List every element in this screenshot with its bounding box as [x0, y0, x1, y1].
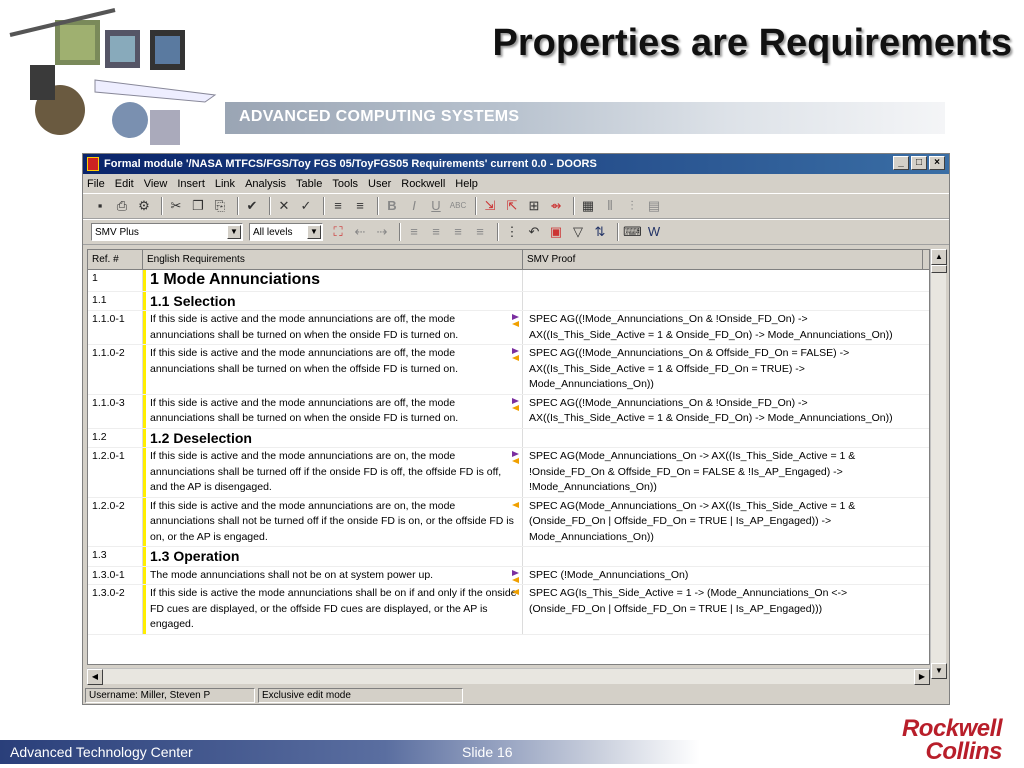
maximize-button[interactable]: □ [911, 156, 927, 170]
scroll-left-icon[interactable]: ◀ [87, 669, 103, 685]
promote-icon[interactable]: ⇠ [354, 224, 366, 239]
horizontal-scrollbar[interactable] [87, 668, 930, 684]
requirements-grid [87, 249, 930, 665]
row-requirement: If this side is active and the mode annunciations are on, the mode annunciations shall be turned off if the onside FD is off, the offside FD is off, and the AP is disengaged. [150, 450, 502, 493]
row-ref: 1 [88, 270, 143, 291]
link-indicator-icon[interactable] [512, 570, 520, 580]
row-proof: SPEC AG(Is_This_Side_Active = 1 -> (Mode_Annunciations_On <-> (Onside_FD_On | Offside_FD_On = TRUE | Is_AP_Engaged))) [529, 587, 848, 615]
reject-icon[interactable]: ✕ [278, 198, 290, 213]
link-indicator-icon[interactable] [512, 314, 520, 324]
print-icon[interactable]: ⎙ [116, 198, 128, 213]
copy-icon[interactable]: ❐ [192, 198, 204, 213]
table-row[interactable] [88, 498, 929, 548]
links-icon[interactable]: ↶ [528, 224, 540, 239]
row-requirement: The mode annunciations shall not be on at system power up. [150, 568, 434, 581]
menu-file[interactable]: File [87, 177, 105, 190]
row-proof [523, 270, 923, 291]
compress-icon[interactable]: ▣ [549, 224, 563, 239]
paste-icon[interactable]: ⎘ [214, 198, 226, 213]
column-header-smv[interactable]: SMV Proof [523, 250, 923, 269]
menu-tools[interactable]: Tools [332, 177, 359, 190]
menu-bar [83, 174, 949, 193]
view-toolbar [83, 219, 949, 245]
column-header-english[interactable]: English Requirements [143, 250, 523, 269]
scroll-down-icon[interactable]: ▼ [931, 663, 947, 679]
row-heading: 1 Mode Annunciations [143, 270, 523, 291]
sort-icon[interactable]: ⇅ [594, 224, 606, 239]
insert-column-icon[interactable]: ⫴ [607, 198, 613, 213]
table-row[interactable] [88, 585, 929, 635]
word-export-icon[interactable]: W [647, 224, 661, 239]
menu-table[interactable]: Table [296, 177, 323, 190]
doors-app-icon [87, 157, 99, 171]
row-ref: 1.1 [88, 292, 143, 311]
insert-above-icon[interactable]: ≡ [334, 198, 342, 213]
row-ref: 1.1.0-1 [88, 311, 143, 344]
row-proof: SPEC AG((!Mode_Annunciations_On & !Onside_FD_On) -> AX((Is_This_Side_Active = 1 & Onside_FD_On) -> Mode_Annunciations_On)) [529, 396, 893, 424]
save-icon[interactable]: ▪ [97, 198, 103, 213]
properties-icon[interactable]: ⚙ [138, 198, 150, 213]
chevron-down-icon[interactable]: ▼ [227, 225, 241, 239]
table-row[interactable] [88, 448, 929, 498]
row-proof: SPEC AG((!Mode_Annunciations_On & Offside_FD_On = FALSE) -> AX((Is_This_Side_Active = 1 & Offside_FD_On = TRUE) -> Mode_Annunciations_On)) [529, 347, 850, 390]
row-ref: 1.2.0-1 [88, 448, 143, 497]
outline-icon[interactable]: ⋮ [505, 224, 519, 239]
table-row[interactable] [88, 395, 929, 429]
window-titlebar[interactable] [83, 154, 949, 174]
menu-user[interactable]: User [368, 177, 392, 190]
align-left-icon[interactable]: ≡ [410, 224, 418, 239]
row-proof [523, 547, 923, 566]
link-start-icon[interactable]: ⇲ [484, 198, 496, 213]
row-proof: SPEC AG(Mode_Annunciations_On -> AX((Is_This_Side_Active = 1 & (Onside_FD_On | Offside_FD_On = TRUE | Is_AP_Engaged)) -> Mode_Annunciations_On)) [529, 499, 856, 543]
header-image-collage [0, 0, 220, 150]
row-requirement: If this side is active and the mode annunciations are on, the mode annunciations shall not be turned off if the onside FD is on, or the offside FD is on, or the AP is engaged. [150, 499, 514, 543]
row-heading: 1.1 Selection [143, 292, 523, 311]
menu-edit[interactable]: Edit [114, 177, 134, 190]
row-proof [523, 429, 923, 448]
italic-icon[interactable]: I [412, 198, 416, 213]
row-proof: SPEC AG(Mode_Annunciations_On -> AX((Is_This_Side_Active = 1 & !Onside_FD_On & Offside_FD_On = FALSE & !Is_AP_Engaged) -> !Mode_Annunciations_On)) [529, 450, 856, 493]
row-ref: 1.2.0-2 [88, 498, 143, 547]
column-header-row [88, 250, 929, 270]
scroll-right-icon[interactable]: ▶ [914, 669, 930, 685]
justify-icon[interactable]: ≡ [476, 224, 484, 239]
table-grid-icon[interactable]: ▤ [647, 198, 661, 213]
row-requirement: If this side is active and the mode annunciations are off, the mode annunciations shall be turned on when the offside FD is turned on. [150, 347, 459, 375]
column-header-ref[interactable]: Ref. # [88, 250, 143, 269]
underline-icon[interactable]: U [431, 198, 441, 213]
row-heading: 1.2 Deselection [143, 429, 523, 448]
scroll-up-icon[interactable]: ▲ [931, 249, 947, 265]
menu-help[interactable]: Help [455, 177, 478, 190]
status-username: Username: Miller, Steven P [85, 688, 255, 703]
table-row[interactable] [88, 567, 929, 586]
slide-title: Properties are Requirements [492, 22, 1012, 64]
link-indicator-icon[interactable] [512, 398, 520, 408]
row-proof: SPEC (!Mode_Annunciations_On) [529, 568, 689, 581]
table-row[interactable] [88, 345, 929, 395]
level-select[interactable]: All levels ▼ [249, 223, 323, 241]
link-indicator-icon[interactable] [512, 348, 520, 358]
menu-insert[interactable]: Insert [177, 177, 205, 190]
demote-icon[interactable]: ⇢ [376, 224, 388, 239]
slide-footer [0, 740, 700, 764]
chevron-down-icon[interactable]: ▼ [307, 225, 321, 239]
minimize-button[interactable]: _ [893, 156, 909, 170]
section-banner [225, 102, 945, 134]
row-requirement: If this side is active the mode annunciations shall be on if and only if the onside FD cues are displayed, or the offside FD cues are displayed, or the AP is engaged. [150, 587, 517, 630]
graphics-mode-icon[interactable]: ⛶ [333, 224, 343, 239]
rockwell-collins-logo: Rockwell Collins [901, 715, 1002, 765]
status-edit-mode: Exclusive edit mode [258, 688, 463, 703]
table-row[interactable] [88, 270, 929, 292]
table-icon[interactable]: ▦ [581, 198, 595, 213]
align-right-icon[interactable]: ≡ [454, 224, 462, 239]
row-ref: 1.1.0-3 [88, 395, 143, 428]
menu-view[interactable]: View [143, 177, 168, 190]
menu-rockwell[interactable]: Rockwell [401, 177, 446, 190]
row-requirement: If this side is active and the mode annunciations are off, the mode annunciations shall be turned on when the onside FD is turned on. [150, 396, 459, 424]
standard-toolbar [83, 193, 949, 219]
link-indicator-icon[interactable] [512, 501, 520, 511]
insert-row-icon[interactable]: ⫶ [630, 198, 634, 213]
row-heading: 1.3 Operation [143, 547, 523, 566]
row-ref: 1.3.0-2 [88, 585, 143, 634]
link-end-icon[interactable]: ⇱ [506, 198, 518, 213]
window-title: Formal module '/NASA MTFCS/FGS/Toy FGS 05/ToyFGS05 Requirements' current 0.0 - DOORS [104, 158, 597, 170]
menu-link[interactable]: Link [214, 177, 236, 190]
cut-icon[interactable]: ✂ [170, 198, 182, 213]
link-indicator-icon[interactable] [512, 588, 520, 598]
filter-icon[interactable]: ▽ [573, 224, 583, 239]
row-proof [523, 292, 923, 311]
table-row[interactable] [88, 547, 929, 567]
row-ref: 1.2 [88, 429, 143, 448]
view-select[interactable]: SMV Plus ▼ [91, 223, 243, 241]
vertical-scrollbar[interactable] [930, 249, 946, 679]
link-indicator-icon[interactable] [512, 451, 520, 461]
link-properties-icon[interactable]: ⊞ [528, 198, 540, 213]
row-ref: 1.3.0-1 [88, 567, 143, 585]
rockwell-tool-icon[interactable]: ⌨ [623, 224, 642, 239]
spellcheck-icon[interactable]: ✔ [246, 198, 258, 213]
link-delete-icon[interactable]: ⇴ [550, 198, 562, 213]
slide-number: Slide 16 [462, 744, 513, 760]
row-ref: 1.3 [88, 547, 143, 566]
footer-org: Advanced Technology Center [10, 744, 193, 760]
table-row[interactable] [88, 311, 929, 345]
close-button[interactable]: × [929, 156, 945, 170]
table-row[interactable] [88, 429, 929, 449]
insert-below-icon[interactable]: ≡ [356, 198, 364, 213]
banner-text: ADVANCED COMPUTING SYSTEMS [239, 108, 520, 125]
scroll-thumb[interactable] [931, 265, 947, 273]
bold-icon[interactable]: B [387, 198, 397, 213]
row-ref: 1.1.0-2 [88, 345, 143, 394]
table-row[interactable] [88, 292, 929, 312]
doors-window [82, 153, 950, 705]
align-center-icon[interactable]: ≡ [432, 224, 440, 239]
accept-icon[interactable]: ✓ [300, 198, 312, 213]
menu-analysis[interactable]: Analysis [245, 177, 287, 190]
row-requirement: If this side is active and the mode annunciations are off, the mode annunciations shall be turned on when the onside FD is turned on. [150, 313, 459, 341]
status-bar [83, 686, 949, 704]
row-proof: SPEC AG((!Mode_Annunciations_On & !Onside_FD_On) -> AX((Is_This_Side_Active = 1 & Onside_FD_On) -> Mode_Annunciations_On)) [529, 313, 893, 341]
strikethrough-icon[interactable]: ABC [449, 201, 467, 210]
